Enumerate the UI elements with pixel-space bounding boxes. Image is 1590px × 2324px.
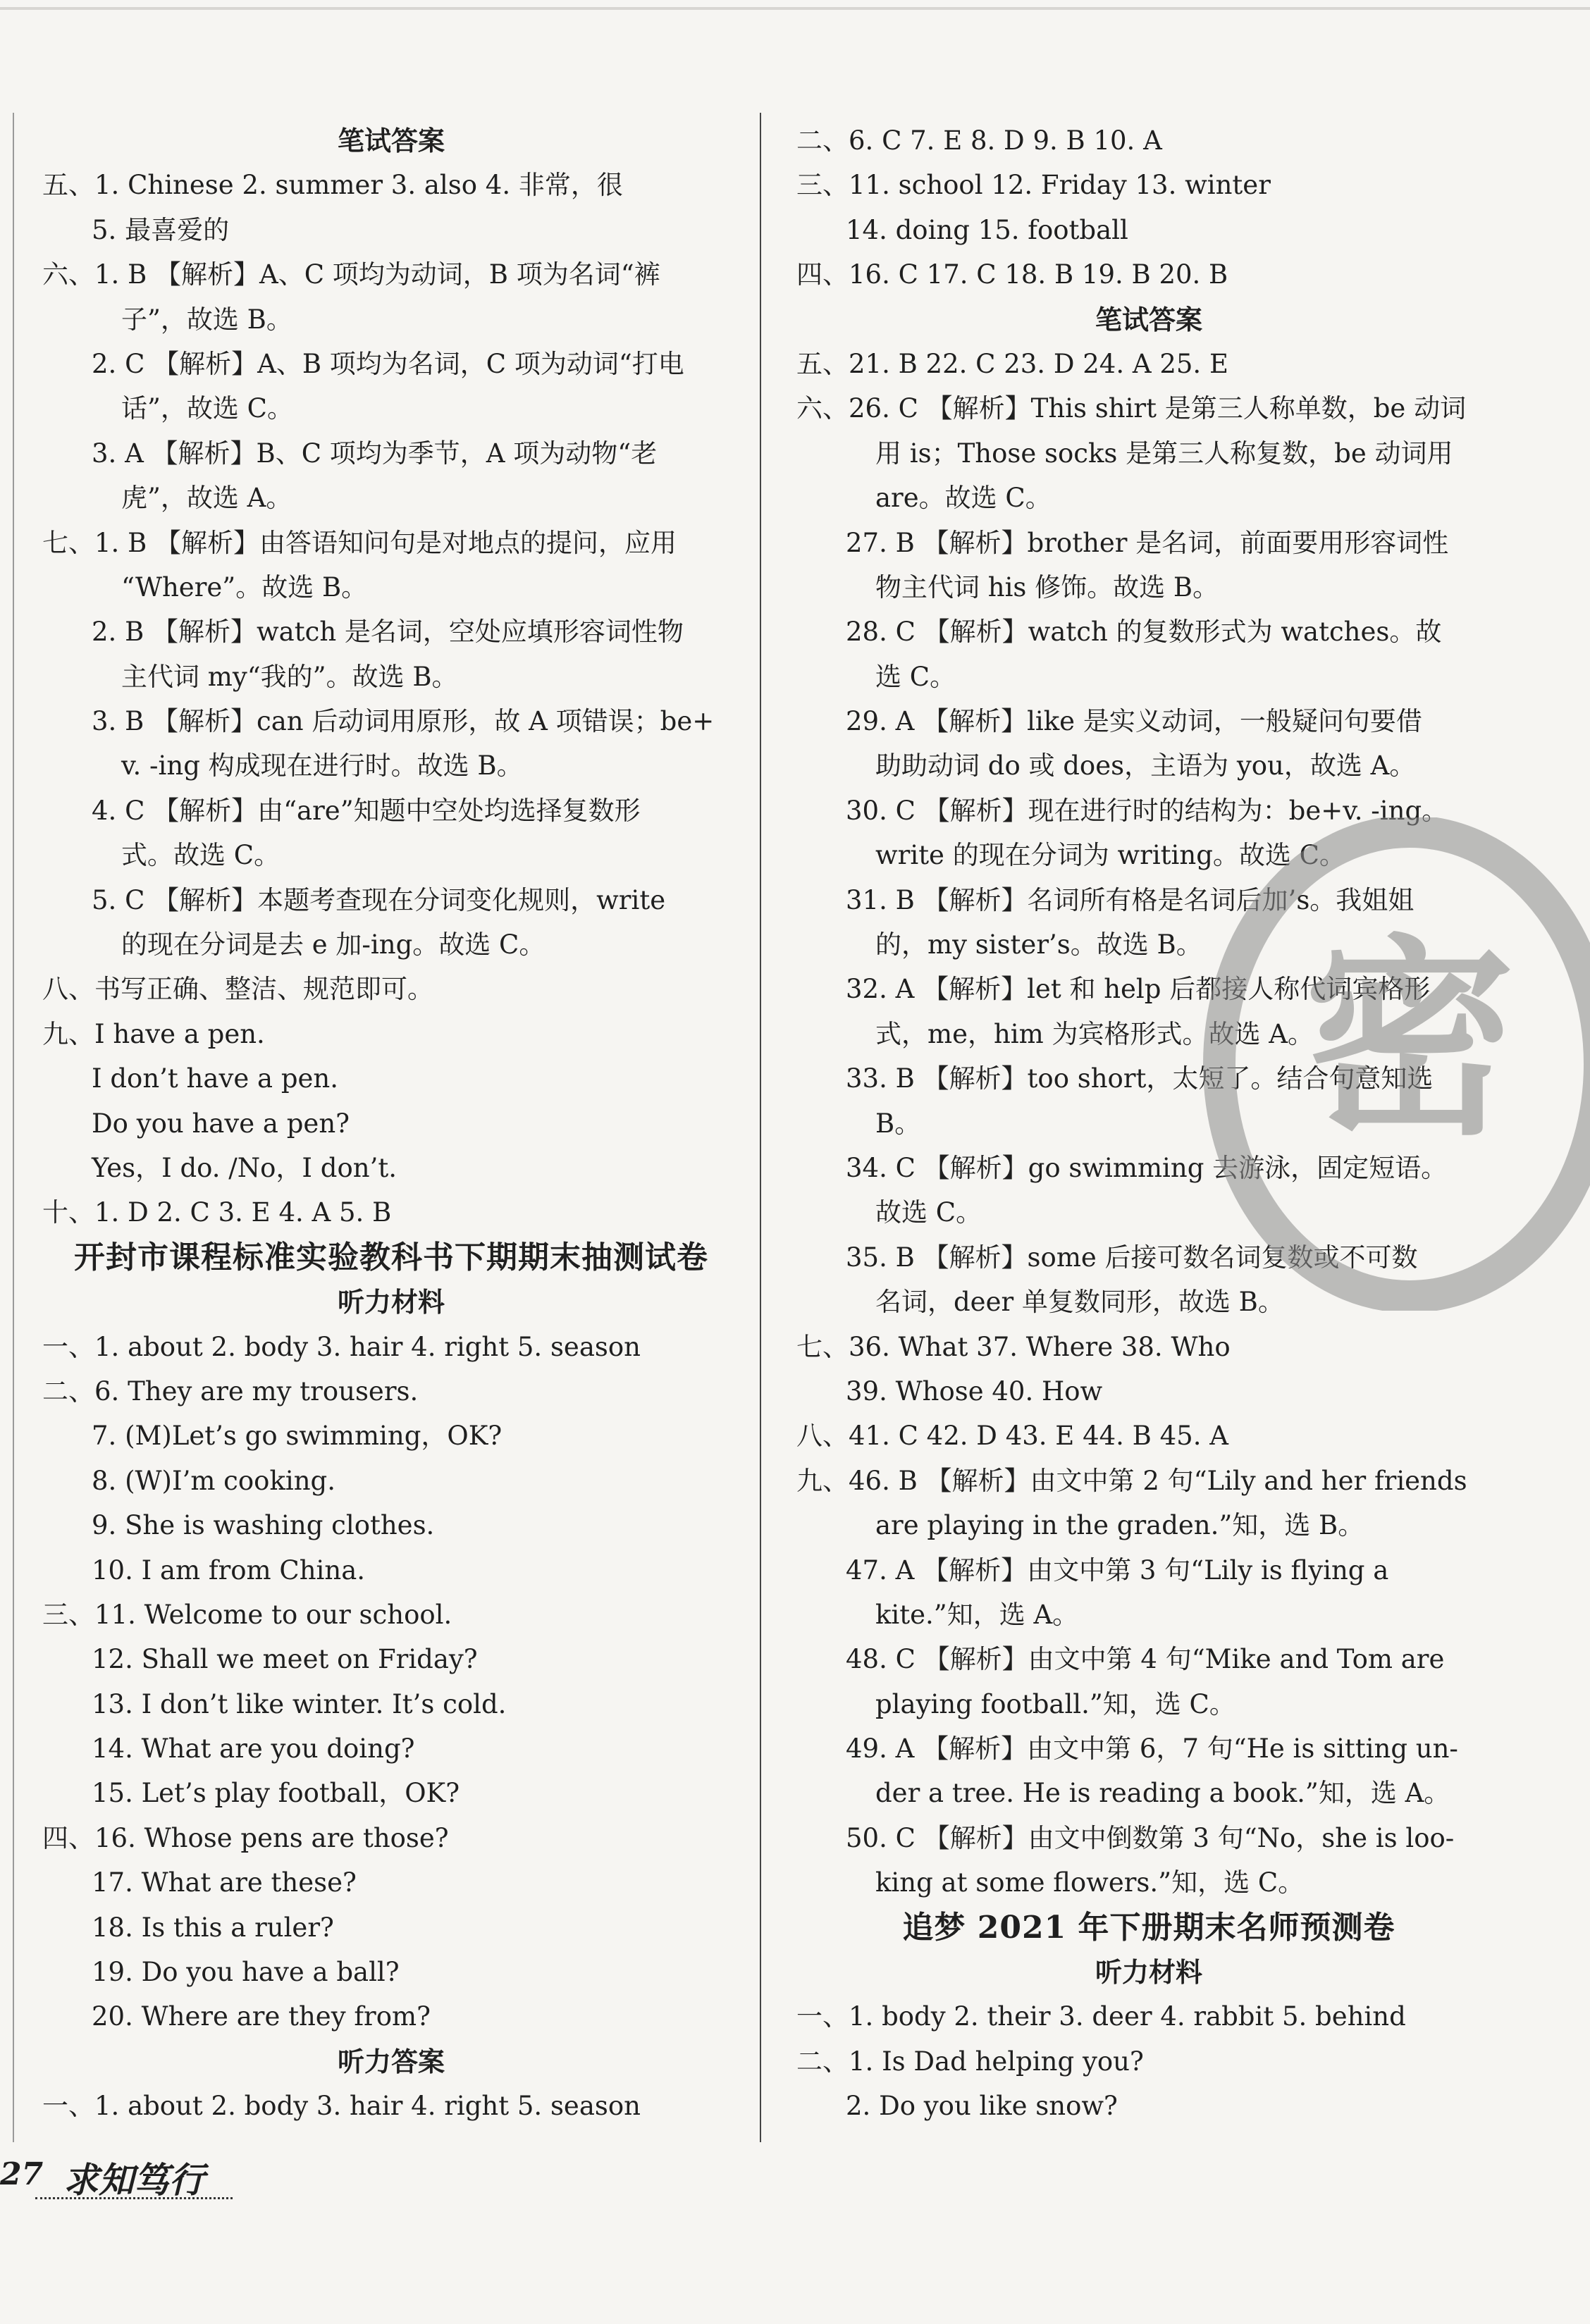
answer-line: 的现在分词是去 e 加-ing。故选 C。 bbox=[121, 929, 546, 960]
section-heading: 听力答案 bbox=[337, 2045, 445, 2077]
answer-line: 30. C 【解析】现在进行时的结构为：be+v. -ing。 bbox=[846, 795, 1448, 826]
footer-dotted-rule bbox=[35, 2197, 233, 2199]
answer-line: are playing in the graden.”知，选 B。 bbox=[875, 1510, 1364, 1541]
answer-line: 14. doing 15. football bbox=[846, 214, 1128, 245]
answer-line: 八、书写正确、整洁、规范即可。 bbox=[42, 974, 433, 1005]
answer-line: 四、16. C 17. C 18. B 19. B 20. B bbox=[796, 259, 1228, 290]
answer-line: 29. A 【解析】like 是实义动词，一般疑问句要借 bbox=[846, 706, 1422, 737]
answer-line: 十、1. D 2. C 3. E 4. A 5. B bbox=[42, 1197, 392, 1228]
answer-line: 三、11. Welcome to our school. bbox=[42, 1599, 452, 1630]
answer-line: 二、6. C 7. E 8. D 9. B 10. A bbox=[796, 125, 1162, 156]
section-heading: 听力材料 bbox=[337, 1286, 445, 1318]
answer-line: 5. C 【解析】本题考查现在分词变化规则，write bbox=[92, 884, 666, 915]
answer-line: 12. Shall we meet on Friday? bbox=[92, 1644, 478, 1675]
answer-line: 2. Do you like snow? bbox=[846, 2091, 1118, 2122]
answer-line: 助助动词 do 或 does，主语为 you，故选 A。 bbox=[875, 750, 1416, 781]
answer-line: 名词，deer 单复数同形，故选 B。 bbox=[875, 1287, 1284, 1318]
answer-line: 18. Is this a ruler? bbox=[92, 1912, 334, 1943]
answer-line: 31. B 【解析】名词所有格是名词后加’s。我姐姐 bbox=[846, 884, 1415, 915]
stamp-glyph: 密 bbox=[1304, 917, 1515, 1163]
answer-line: v. -ing 构成现在进行时。故选 B。 bbox=[121, 750, 523, 781]
answer-line: 主代词 my“我的”。故选 B。 bbox=[121, 661, 458, 692]
page-number: 27 bbox=[0, 2156, 44, 2192]
answer-line: 33. B 【解析】too short，太短了。结合句意知选 bbox=[846, 1063, 1434, 1094]
answer-line: 一、1. body 2. their 3. deer 4. rabbit 5. behind bbox=[796, 2001, 1406, 2032]
answer-line: 3. B 【解析】can 后动词用原形，故 A 项错误；be+ bbox=[92, 706, 715, 737]
answer-line: 34. C 【解析】go swimming 去游泳，固定短语。 bbox=[846, 1152, 1448, 1183]
answer-line: 49. A 【解析】由文中第 6，7 句“He is sitting un- bbox=[846, 1733, 1458, 1764]
brand-logo: 求知笃行 bbox=[63, 2160, 204, 2201]
answer-line: Yes，I do. /No，I don’t. bbox=[92, 1152, 397, 1183]
answer-line: 2. B 【解析】watch 是名词，空处应填形容词性物 bbox=[92, 617, 684, 648]
watermark-stamp bbox=[1198, 817, 1590, 1311]
answer-line: 故选 C。 bbox=[875, 1197, 982, 1228]
answer-line: 8. (W)I’m cooking. bbox=[92, 1465, 335, 1496]
answer-line: 一、1. about 2. body 3. hair 4. right 5. season bbox=[42, 1331, 641, 1362]
answer-line: 式，me，him 为宾格形式。故选 A。 bbox=[875, 1018, 1314, 1049]
answer-line: 五、21. B 22. C 23. D 24. A 25. E bbox=[796, 348, 1228, 379]
answer-line: 28. C 【解析】watch 的复数形式为 watches。故 bbox=[846, 617, 1442, 648]
answer-line: der a tree. He is reading a book.”知，选 A。 bbox=[875, 1778, 1450, 1809]
answer-line: 19. Do you have a ball? bbox=[92, 1957, 400, 1988]
answer-line: 二、6. They are my trousers. bbox=[42, 1376, 419, 1407]
answer-line: 47. A 【解析】由文中第 3 句“Lily is flying a bbox=[846, 1555, 1389, 1586]
top-edge-line bbox=[0, 7, 1590, 10]
answer-line: 二、1. Is Dad helping you? bbox=[796, 2046, 1144, 2077]
answer-line: 17. What are these? bbox=[92, 1867, 357, 1898]
answer-line: 一、1. about 2. body 3. hair 4. right 5. season bbox=[42, 2091, 641, 2122]
answer-line: 物主代词 his 修饰。故选 B。 bbox=[875, 571, 1219, 602]
answer-line: are。故选 C。 bbox=[875, 483, 1052, 514]
answer-line: 13. I don’t like winter. It’s cold. bbox=[92, 1688, 507, 1719]
column-divider bbox=[760, 113, 761, 2142]
answer-line: 39. Whose 40. How bbox=[846, 1376, 1103, 1407]
answer-line: 3. A 【解析】B、C 项均为季节，A 项为动物“老 bbox=[92, 438, 658, 469]
section-heading: 笔试答案 bbox=[1095, 303, 1202, 335]
answer-line: 20. Where are they from? bbox=[92, 2001, 431, 2032]
answer-line: 27. B 【解析】brother 是名词，前面要用形容词性 bbox=[846, 527, 1449, 558]
answer-line: 的，my sister’s。故选 B。 bbox=[875, 929, 1202, 960]
answer-line: 虎”，故选 A。 bbox=[121, 483, 292, 514]
answer-line: 14. What are you doing? bbox=[92, 1733, 415, 1764]
answer-line: write 的现在分词为 writing。故选 C。 bbox=[875, 840, 1345, 871]
answer-line: B。 bbox=[875, 1108, 921, 1139]
answer-line: 用 is；Those socks 是第三人称复数，be 动词用 bbox=[875, 438, 1453, 469]
answer-line: kite.”知，选 A。 bbox=[875, 1599, 1079, 1630]
section-heading: 笔试答案 bbox=[337, 125, 445, 156]
answer-line: 式。故选 C。 bbox=[121, 840, 281, 871]
answer-line: “Where”。故选 B。 bbox=[121, 571, 368, 602]
answer-line: 子”，故选 B。 bbox=[121, 304, 292, 335]
answer-line: 三、11. school 12. Friday 13. winter bbox=[796, 170, 1271, 201]
answer-line: king at some flowers.”知，选 C。 bbox=[875, 1867, 1305, 1898]
answer-line: 10. I am from China. bbox=[92, 1555, 366, 1586]
answer-line: 四、16. Whose pens are those? bbox=[42, 1822, 449, 1853]
answer-line: 35. B 【解析】some 后接可数名词复数或不可数 bbox=[846, 1242, 1418, 1273]
answer-line: 48. C 【解析】由文中第 4 句“Mike and Tom are bbox=[846, 1644, 1445, 1675]
answer-line: 7. (M)Let’s go swimming，OK? bbox=[92, 1421, 503, 1452]
left-margin-rule bbox=[13, 113, 14, 2142]
section-title: 追梦 2021 年下册期末名师预测卷 bbox=[902, 1909, 1395, 1946]
answer-line: 话”，故选 C。 bbox=[121, 393, 293, 424]
answer-line: 32. A 【解析】let 和 help 后都接人称代词宾格形 bbox=[846, 974, 1431, 1005]
answer-line: Do you have a pen? bbox=[92, 1108, 350, 1139]
answer-line: 15. Let’s play football，OK? bbox=[92, 1778, 460, 1809]
answer-line: 八、41. C 42. D 43. E 44. B 45. A bbox=[796, 1421, 1228, 1452]
answer-line: 选 C。 bbox=[875, 661, 956, 692]
section-title: 开封市课程标准实验教科书下期期末抽测试卷 bbox=[74, 1239, 708, 1275]
answer-line: 五、1. Chinese 2. summer 3. also 4. 非常，很 bbox=[42, 170, 623, 201]
answer-line: 七、36. What 37. Where 38. Who bbox=[796, 1331, 1231, 1362]
answer-line: 九、46. B 【解析】由文中第 2 句“Lily and her friends bbox=[796, 1465, 1467, 1496]
answer-line: 9. She is washing clothes. bbox=[92, 1510, 435, 1541]
answer-line: 六、1. B 【解析】A、C 项均为动词，B 项为名词“裤 bbox=[42, 259, 660, 290]
page-footer bbox=[0, 2156, 423, 2206]
left-column bbox=[42, 118, 740, 2129]
section-heading: 听力材料 bbox=[1095, 1956, 1202, 1989]
answer-line: 2. C 【解析】A、B 项均为名词，C 项为动词“打电 bbox=[92, 348, 684, 379]
answer-line: 4. C 【解析】由“are”知题中空处均选择复数形 bbox=[92, 795, 641, 826]
answer-line: 5. 最喜爱的 bbox=[92, 214, 230, 245]
answer-line: 50. C 【解析】由文中倒数第 3 句“No，she is loo- bbox=[846, 1822, 1455, 1853]
answer-line: 七、1. B 【解析】由答语知问句是对地点的提问，应用 bbox=[42, 527, 677, 558]
answer-line: I don’t have a pen. bbox=[92, 1063, 339, 1094]
answer-line: 六、26. C 【解析】This shirt 是第三人称单数，be 动词 bbox=[796, 393, 1467, 424]
answer-line: playing football.”知，选 C。 bbox=[875, 1688, 1235, 1719]
answer-line: 九、I have a pen. bbox=[42, 1018, 265, 1049]
